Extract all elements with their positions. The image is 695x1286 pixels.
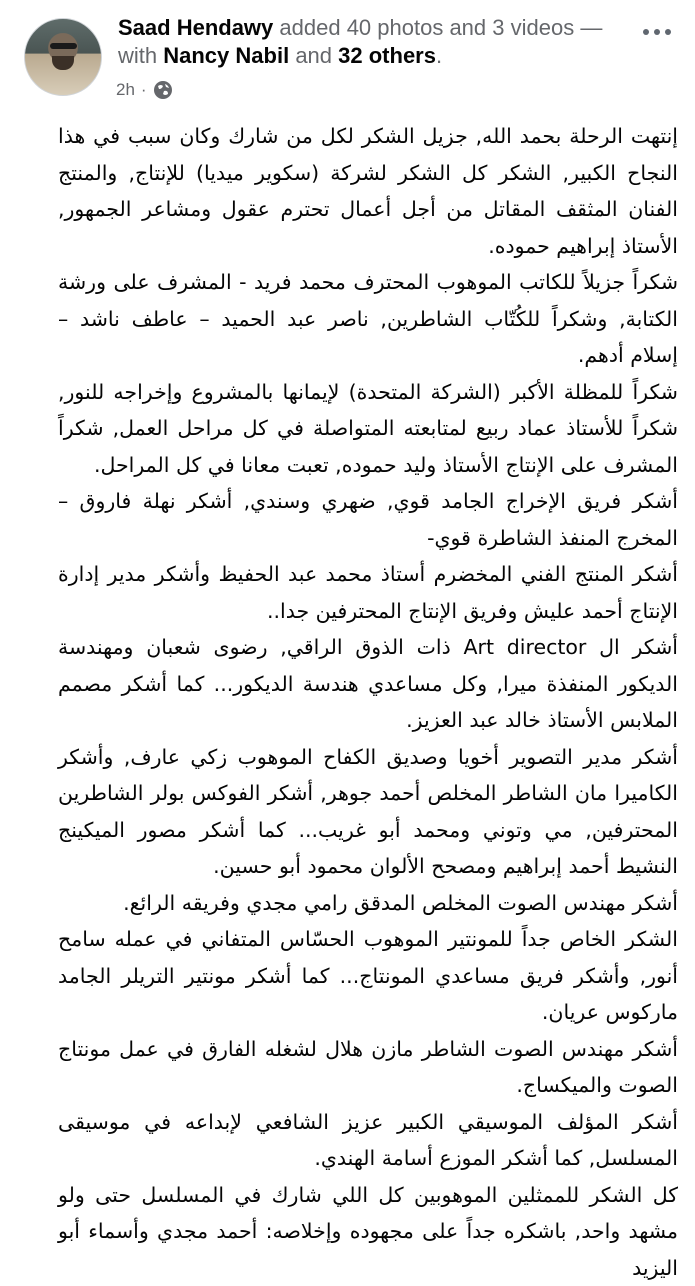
post-meta [116,80,173,100]
post-header [0,0,695,112]
title-period: . [436,43,442,68]
tag-joiner: and [295,43,332,68]
post-body [58,118,678,1286]
avatar-glasses [50,43,77,49]
post-time[interactable]: 2h [116,80,135,100]
avatar-beard [52,56,74,70]
post-action: added 40 photos and 3 videos — with [118,15,602,68]
tagged-others[interactable]: 32 others [338,43,436,68]
avatar[interactable] [24,18,102,96]
post-paragraph: أشكر ال Art director ذات الذوق الراقي, رضوى شعبان ومهندسة الديكور المنفذة ميرا, وكل مساعدي هندسة الديكور... كما أشكر مصمم الملابس الأستاذ خالد عبد العزيز. [58,629,678,739]
post-paragraph: أشكر المنتج الفني المخضرم أستاذ محمد عبد الحفيظ وأشكر مدير إدارة الإنتاج أحمد عليش وفريق الإنتاج المحترفين جدا.. [58,556,678,629]
post-paragraph: شكراً جزيلاً للكاتب الموهوب المحترف محمد فريد - المشرف على ورشة الكتابة, وشكراً للكُتّاب الشاطرين, ناصر عبد الحميد – عاطف ناشد – إسلام أدهم. [58,264,678,374]
tagged-user[interactable]: Nancy Nabil [163,43,289,68]
post-paragraph: الشكر الخاص جداً للمونتير الموهوب الحسّاس المتفاني في عمله سامح أنور, وأشكر فريق مساعدي المونتاج... كما أشكر مونتير التريلر الجامد ماركوس عريان. [58,921,678,1031]
post-paragraph: أشكر المؤلف الموسيقي الكبير عزيز الشافعي لإبداعه في موسيقى المسلسل, كما أشكر الموزع أسامة الهندي. [58,1104,678,1177]
dot [643,29,649,35]
post-paragraph: أشكر مهندس الصوت الشاطر مازن هلال لشغله الفارق في عمل مونتاج الصوت والميكساج. [58,1031,678,1104]
post-paragraph: أشكر فريق الإخراج الجامد قوي, ضهري وسندي, أشكر نهلة فاروق – المخرج المنفذ الشاطرة قوي- [58,483,678,556]
author-name[interactable]: Saad Hendawy [118,15,273,40]
more-options-icon[interactable] [636,18,678,46]
dot [654,29,660,35]
globe-icon[interactable] [153,80,173,100]
dot [665,29,671,35]
post-paragraph: شكراً للمظلة الأكبر (الشركة المتحدة) لإيمانها بالمشروع وإخراجه للنور, شكراً للأستاذ عماد ربيع لمتابعته المتواصلة في كل مراحل العمل, شكراً المشرف على الإنتاج الأستاذ وليد حموده, تعبت معانا في كل المراحل. [58,374,678,484]
meta-separator: · [141,80,147,100]
post-paragraph: إنتهت الرحلة بحمد الله, جزيل الشكر لكل من شارك وكان سبب في هذا النجاح الكبير, الشكر كل الشكر لشركة (سكوير ميديا) للإنتاج, والمنتج الفنان المثقف المقاتل من أجل أعمال تحترم عقول ومشاعر الجمهور, الأستاذ إبراهيم حموده. [58,118,678,264]
post-paragraph: كل الشكر للممثلين الموهوبين كل اللي شارك في المسلسل حتى ولو مشهد واحد, باشكره جداً على مجهوده وإخلاصه: أحمد مجدي وأسماء أبو اليزيد [58,1177,678,1286]
post-paragraph: أشكر مدير التصوير أخويا وصديق الكفاح الموهوب زكي عارف, وأشكر الكاميرا مان الشاطر المخلص أحمد جوهر, أشكر الفوكس بولر الشاطرين المحترفين, مي وتوني ومحمد أبو غريب... كما أشكر مصور الميكينج النشيط أحمد إبراهيم ومصحح الألوان محمود أبو حسين. [58,739,678,885]
post-paragraph: أشكر مهندس الصوت المخلص المدقق رامي مجدي وفريقه الرائع. [58,885,678,922]
post-title [118,14,638,70]
